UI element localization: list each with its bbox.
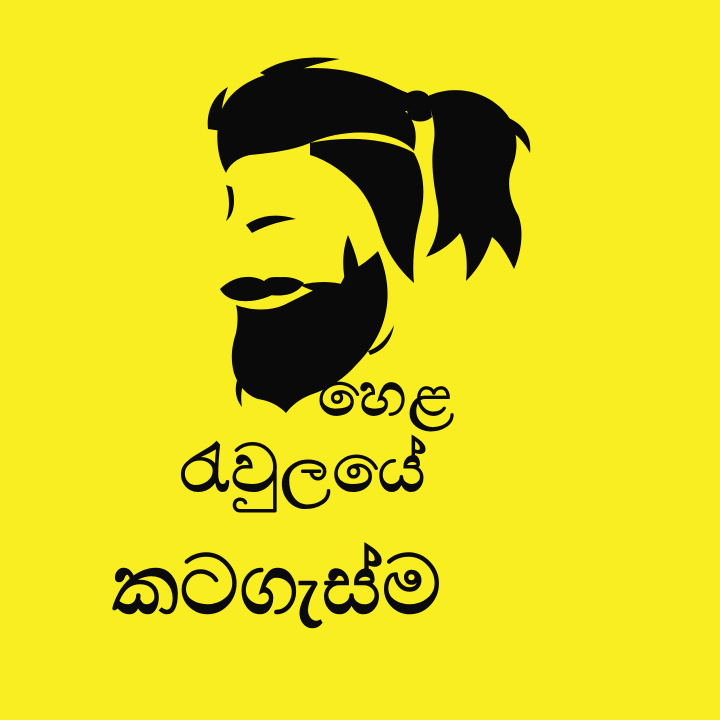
title-line-3: කටගැස්ම — [112, 538, 442, 633]
nose-shadow — [226, 185, 234, 221]
title-line-1: හෙළ — [318, 360, 456, 430]
hair-tie — [405, 91, 432, 122]
title-line-2: රැවුලයේ — [180, 430, 428, 507]
